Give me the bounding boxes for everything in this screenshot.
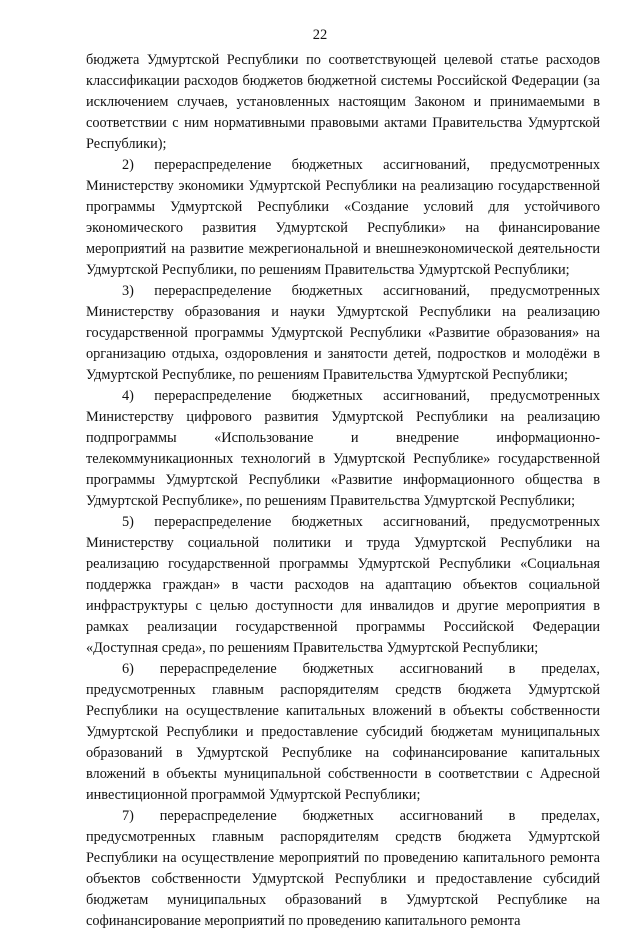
paragraph-item-5: 5) перераспределение бюджетных ассигнований, предусмотренных Министерству социальной политики и труда Удмуртской Республики на реализацию государственной программы Удмуртской Республики «Социальная поддержка граждан» в части расходов на адаптацию объектов социальной инфраструктуры с целью доступности для инвалидов и другие мероприятия в рамках реализации государственной программы Российской Федерации «Доступная среда», по решениям Правительства Удмуртской Республики; [86, 514, 600, 656]
paragraph-continuation: бюджета Удмуртской Республики по соответствующей целевой статье расходов классификации расходов бюджетов бюджетной системы Российской Федерации (за исключением случаев, установленных настоящим Законом и принимаемыми в соответствии с ним нормативными правовыми актами Правительства Удмуртской Республики); [86, 52, 600, 152]
paragraph-item-7: 7) перераспределение бюджетных ассигнований в пределах, предусмотренных главным распорядителям средств бюджета Удмуртской Республики на осуществление мероприятий по проведению капитального ремонта объектов собственности Удмуртской Республики и предоставление субсидий бюджетам муниципальных образований в Удмуртской Республике на софинансирование мероприятий по проведению капитального ремонта [86, 808, 600, 929]
paragraph-item-3: 3) перераспределение бюджетных ассигнований, предусмотренных Министерству образования и науки Удмуртской Республики на реализацию государственной программы Удмуртской Республики «Развитие образования» на организацию отдыха, оздоровления и занятости детей, подростков и молодёжи в Удмуртской Республике, по решениям Правительства Удмуртской Республики; [86, 283, 600, 383]
document-body [86, 50, 600, 932]
page-number: 22 [312, 27, 328, 43]
paragraph-item-6: 6) перераспределение бюджетных ассигнований в пределах, предусмотренных главным распорядителям средств бюджета Удмуртской Республики на осуществление капитальных вложений в объекты собственности Удмуртской Республики и предоставление субсидий бюджетам муниципальных образований в Удмуртской Республике на софинансирование капитальных вложений в объекты муниципальной собственности в соответствии с Адресной инвестиционной программой Удмуртской Республики; [86, 661, 600, 803]
paragraph-item-4: 4) перераспределение бюджетных ассигнований, предусмотренных Министерству цифрового развития Удмуртской Республики на реализацию подпрограммы «Использование и внедрение информационно-телекоммуникационных технологий в Удмуртской Республике» государственной программы Удмуртской Республики «Развитие информационного общества в Удмуртской Республике», по решениям Правительства Удмуртской Республики; [86, 388, 600, 509]
paragraph-item-2: 2) перераспределение бюджетных ассигнований, предусмотренных Министерству экономики Удмуртской Республики на реализацию государственной программы Удмуртской Республики «Создание условий для устойчивого экономического развития Удмуртской Республики» на финансирование мероприятий на развитие межрегиональной и внешнеэкономической деятельности Удмуртской Республики, по решениям Правительства Удмуртской Республики; [86, 157, 600, 278]
